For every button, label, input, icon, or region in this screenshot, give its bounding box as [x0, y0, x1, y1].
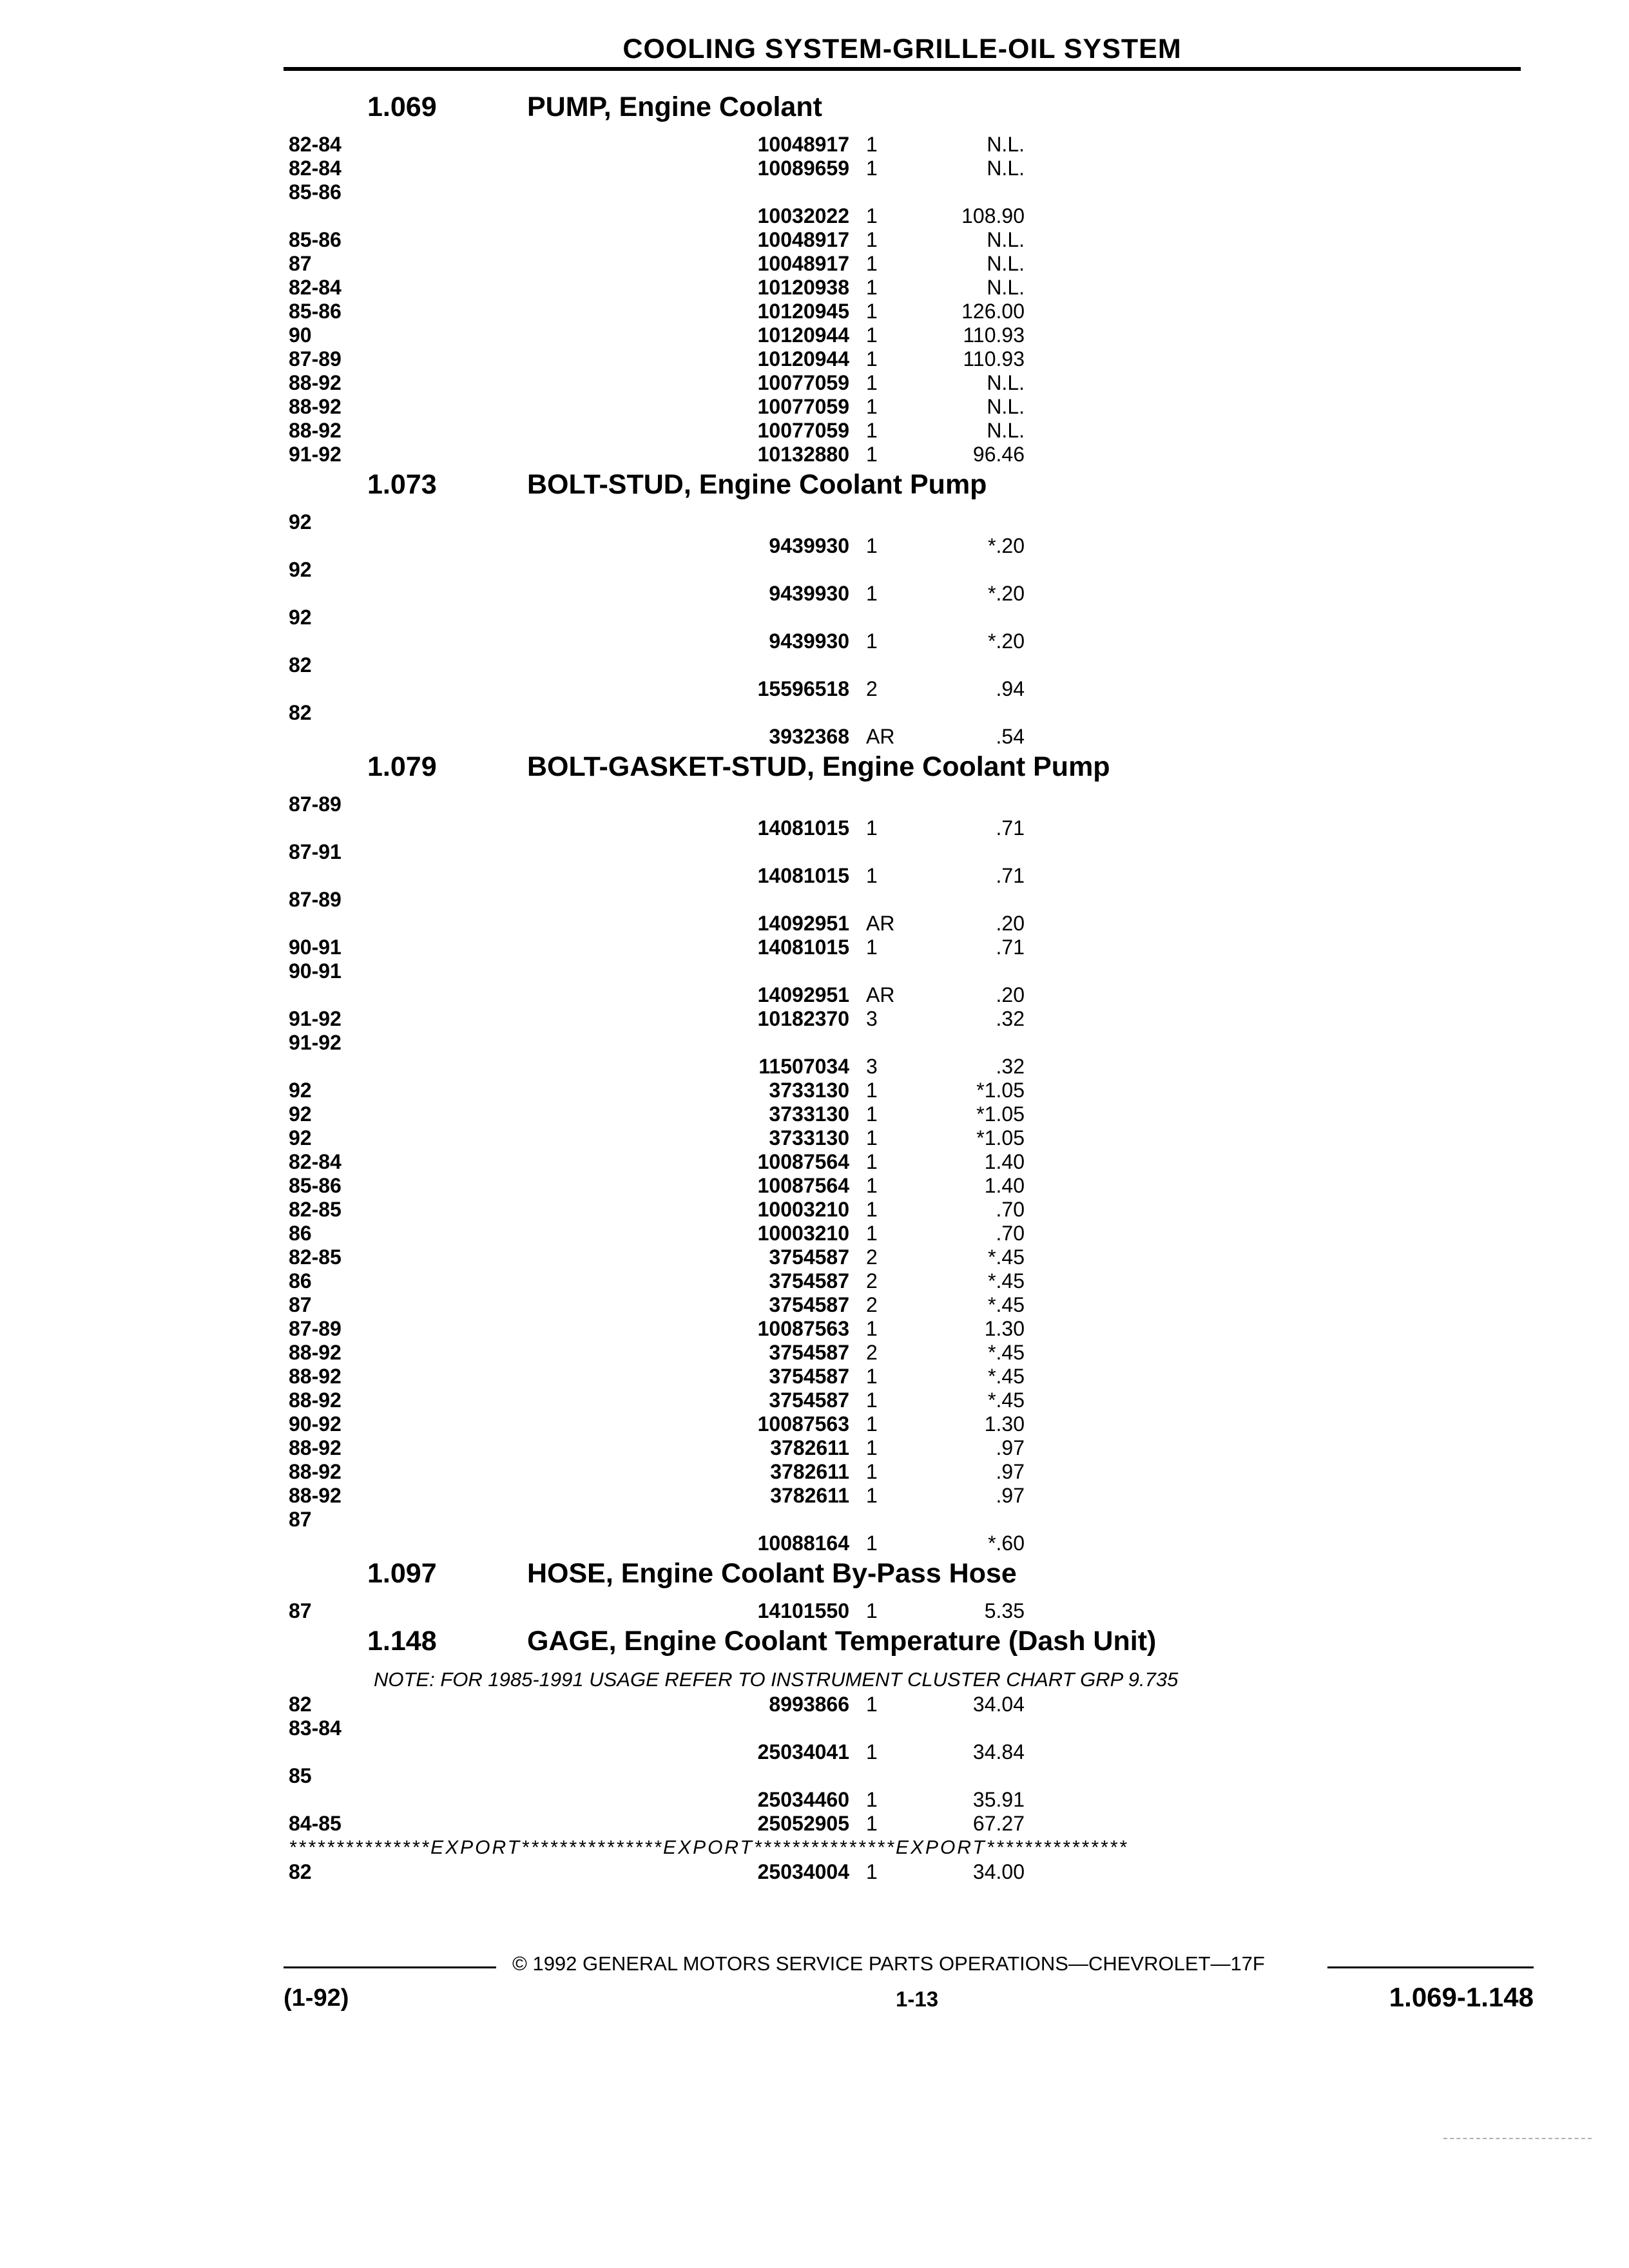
- price: .54: [996, 725, 1025, 748]
- price: 126.00: [961, 300, 1025, 323]
- part-number: 10182370: [757, 1007, 849, 1030]
- price: 110.93: [963, 323, 1025, 347]
- table-row: [0, 1269, 1629, 1293]
- part-number: 10048917: [757, 133, 849, 156]
- price: *1.05: [976, 1102, 1025, 1126]
- section-heading: [0, 89, 1629, 133]
- table-row: [0, 1389, 1629, 1412]
- quantity: 1: [866, 1740, 878, 1763]
- model-year: 85-86: [289, 228, 342, 251]
- price: .71: [996, 864, 1025, 887]
- page-footer: [284, 1952, 1534, 2030]
- model-year: 87-91: [289, 840, 342, 863]
- price: N.L.: [987, 157, 1025, 180]
- price: .32: [996, 1007, 1025, 1030]
- price: *.20: [988, 629, 1025, 653]
- part-number: 25034460: [757, 1788, 849, 1811]
- table-row: [0, 1174, 1629, 1198]
- part-number: 14101550: [757, 1599, 849, 1622]
- model-year: 83-84: [289, 1716, 342, 1740]
- model-year: 87-89: [289, 888, 342, 911]
- quantity: 1: [866, 1788, 878, 1811]
- part-number: 10120944: [757, 347, 849, 370]
- quantity: 1: [866, 204, 878, 227]
- quantity: 3: [866, 1055, 878, 1078]
- part-number: 3782611: [770, 1460, 849, 1483]
- quantity: 3: [866, 1007, 878, 1030]
- part-number: 3733130: [769, 1079, 849, 1102]
- price: 1.30: [984, 1317, 1025, 1340]
- table-row: [0, 1198, 1629, 1222]
- part-number: 14092951: [757, 983, 849, 1006]
- page-title: COOLING SYSTEM-GRILLE-OIL SYSTEM: [622, 34, 1182, 64]
- table-row: [0, 1460, 1629, 1484]
- table-row: [0, 1484, 1629, 1508]
- footer-rule-right: [1327, 1966, 1534, 1968]
- model-year: 82-84: [289, 157, 342, 180]
- model-year: 82-84: [289, 276, 342, 299]
- price: 1.30: [984, 1412, 1025, 1436]
- table-row: [0, 1341, 1629, 1365]
- price: .71: [996, 936, 1025, 959]
- price: N.L.: [987, 133, 1025, 156]
- model-year: 88-92: [289, 371, 342, 394]
- price: .32: [996, 1055, 1025, 1078]
- section-heading: [0, 1623, 1629, 1667]
- quantity: 1: [866, 1317, 878, 1340]
- part-number: 25034041: [757, 1740, 849, 1763]
- quantity: 2: [866, 1293, 878, 1316]
- quantity: 1: [866, 1860, 878, 1883]
- model-year: 88-92: [289, 1341, 342, 1364]
- part-number: 3754587: [769, 1365, 849, 1388]
- table-row: [0, 701, 1629, 749]
- scan-mark: [1443, 2138, 1592, 2140]
- quantity: 1: [866, 1079, 878, 1102]
- price: *.45: [988, 1269, 1025, 1293]
- model-year: 92: [289, 558, 312, 581]
- price: *.45: [988, 1245, 1025, 1269]
- part-number: 3782611: [770, 1484, 849, 1507]
- part-number: 10087564: [757, 1174, 849, 1197]
- model-year: 82-84: [289, 1150, 342, 1173]
- part-number: 10132880: [757, 443, 849, 466]
- quantity: 1: [866, 419, 878, 442]
- model-year: 82-85: [289, 1198, 342, 1221]
- part-number: 3782611: [770, 1436, 849, 1459]
- part-number: 10003210: [757, 1222, 849, 1245]
- quantity: 1: [866, 323, 878, 347]
- table-row: [0, 1599, 1629, 1623]
- table-row: [0, 510, 1629, 558]
- quantity: 1: [866, 1389, 878, 1412]
- price: 67.27: [972, 1812, 1025, 1835]
- quantity: 1: [866, 1484, 878, 1507]
- table-row: [0, 1293, 1629, 1317]
- quantity: 1: [866, 1412, 878, 1436]
- model-year: 82: [289, 1693, 312, 1716]
- model-year: 82: [289, 1860, 312, 1883]
- price: 96.46: [972, 443, 1025, 466]
- quantity: 1: [866, 816, 878, 840]
- quantity: 1: [866, 1436, 878, 1459]
- price: .97: [996, 1436, 1025, 1459]
- quantity: 1: [866, 864, 878, 887]
- table-row: [0, 1126, 1629, 1150]
- part-number: 11507034: [758, 1055, 849, 1078]
- footer-copyright: © 1992 GENERAL MOTORS SERVICE PARTS OPERATIONS—CHEVROLET—17F: [512, 1952, 1265, 1975]
- part-number: 10087563: [757, 1317, 849, 1340]
- part-number: 14081015: [757, 936, 849, 959]
- table-row: [0, 323, 1629, 347]
- part-number: 3754587: [769, 1293, 849, 1316]
- page-header: [284, 5, 1521, 70]
- model-year: 88-92: [289, 395, 342, 418]
- model-year: 86: [289, 1269, 312, 1293]
- price: N.L.: [987, 276, 1025, 299]
- table-row: [0, 1716, 1629, 1764]
- table-row: [0, 1860, 1629, 1884]
- table-row: [0, 1436, 1629, 1460]
- footer-revision: (1-92): [284, 1984, 349, 2012]
- price: 110.93: [963, 347, 1025, 370]
- part-number: 10048917: [757, 252, 849, 275]
- quantity: 1: [866, 1693, 878, 1716]
- part-number: 3733130: [769, 1102, 849, 1126]
- quantity: 1: [866, 629, 878, 653]
- group-number: 1.079: [367, 751, 437, 782]
- export-divider-text: ***************EXPORT***************EXPORT***************EXPORT***************: [289, 1837, 1128, 1858]
- quantity: 1: [866, 252, 878, 275]
- price: *.60: [988, 1532, 1025, 1555]
- price: .97: [996, 1484, 1025, 1507]
- model-year: 87: [289, 1508, 312, 1531]
- quantity: 1: [866, 534, 878, 557]
- quantity: 1: [866, 133, 878, 156]
- model-year: 92: [289, 510, 312, 533]
- model-year: 92: [289, 606, 312, 629]
- price: N.L.: [987, 252, 1025, 275]
- part-number: 3754587: [769, 1269, 849, 1293]
- table-row: [0, 1102, 1629, 1126]
- table-row: [0, 252, 1629, 276]
- model-year: 85-86: [289, 300, 342, 323]
- quantity: 2: [866, 1269, 878, 1293]
- model-year: 87-89: [289, 347, 342, 370]
- price: *.45: [988, 1365, 1025, 1388]
- table-row: [0, 443, 1629, 466]
- part-number: 25052905: [757, 1812, 849, 1835]
- table-row: [0, 1222, 1629, 1245]
- usage-note-text: NOTE: FOR 1985-1991 USAGE REFER TO INSTRUMENT CLUSTER CHART GRP 9.735: [374, 1668, 1179, 1691]
- table-row: [0, 133, 1629, 157]
- group-name: BOLT-GASKET-STUD, Engine Coolant Pump: [527, 751, 1110, 782]
- table-row: [0, 1031, 1629, 1079]
- model-year: 87: [289, 1293, 312, 1316]
- model-year: 85-86: [289, 1174, 342, 1197]
- table-row: [0, 606, 1629, 653]
- table-row: [0, 840, 1629, 888]
- part-number: 10087564: [757, 1150, 849, 1173]
- price: 1.40: [984, 1174, 1025, 1197]
- table-row: [0, 180, 1629, 228]
- quantity: 1: [866, 371, 878, 394]
- model-year: 88-92: [289, 419, 342, 442]
- section-heading: [0, 1555, 1629, 1599]
- header-rule: [284, 67, 1521, 71]
- part-number: 10032022: [757, 204, 849, 227]
- parts-listing: [0, 89, 1629, 1884]
- group-name: HOSE, Engine Coolant By-Pass Hose: [527, 1558, 1017, 1589]
- section-heading: [0, 466, 1629, 510]
- quantity: 1: [866, 395, 878, 418]
- part-number: 3932368: [769, 725, 849, 748]
- part-number: 10077059: [757, 419, 849, 442]
- part-number: 10003210: [757, 1198, 849, 1221]
- part-number: 10087563: [757, 1412, 849, 1436]
- quantity: 1: [866, 582, 878, 605]
- part-number: 3733130: [769, 1126, 849, 1149]
- quantity: 1: [866, 1150, 878, 1173]
- footer-rule-left: [284, 1966, 496, 1968]
- price: *.45: [988, 1293, 1025, 1316]
- quantity: 1: [866, 276, 878, 299]
- part-number: 14081015: [757, 816, 849, 840]
- model-year: 87-89: [289, 793, 342, 816]
- part-number: 10120945: [757, 300, 849, 323]
- price: *1.05: [976, 1079, 1025, 1102]
- part-number: 3754587: [769, 1341, 849, 1364]
- group-number: 1.097: [367, 1558, 437, 1589]
- model-year: 87: [289, 252, 312, 275]
- part-number: 14081015: [757, 864, 849, 887]
- model-year: 91-92: [289, 1007, 342, 1030]
- table-row: [0, 1812, 1629, 1836]
- model-year: 88-92: [289, 1484, 342, 1507]
- price: .70: [996, 1198, 1025, 1221]
- part-number: 10077059: [757, 395, 849, 418]
- model-year: 90-92: [289, 1412, 342, 1436]
- model-year: 85: [289, 1764, 312, 1787]
- price: *.45: [988, 1341, 1025, 1364]
- model-year: 86: [289, 1222, 312, 1245]
- export-divider: [0, 1836, 1629, 1860]
- model-year: 88-92: [289, 1436, 342, 1459]
- table-row: [0, 371, 1629, 395]
- price: .71: [996, 816, 1025, 840]
- footer-group-range: 1.069-1.148: [1389, 1982, 1534, 2012]
- part-number: 10048917: [757, 228, 849, 251]
- model-year: 90: [289, 323, 312, 347]
- table-row: [0, 888, 1629, 936]
- table-row: [0, 959, 1629, 1007]
- quantity: 2: [866, 1341, 878, 1364]
- price: 34.04: [972, 1693, 1025, 1716]
- model-year: 85-86: [289, 180, 342, 204]
- quantity: 1: [866, 157, 878, 180]
- model-year: 92: [289, 1079, 312, 1102]
- quantity: 1: [866, 1365, 878, 1388]
- table-row: [0, 276, 1629, 300]
- part-number: 9439930: [769, 582, 849, 605]
- group-number: 1.069: [367, 91, 437, 122]
- price: 34.00: [972, 1860, 1025, 1883]
- part-number: 10120938: [757, 276, 849, 299]
- part-number: 10089659: [757, 157, 849, 180]
- table-row: [0, 347, 1629, 371]
- price: *1.05: [976, 1126, 1025, 1149]
- part-number: 9439930: [769, 534, 849, 557]
- quantity: 2: [866, 677, 878, 700]
- group-name: GAGE, Engine Coolant Temperature (Dash Unit): [527, 1626, 1157, 1657]
- table-row: [0, 1365, 1629, 1389]
- table-row: [0, 936, 1629, 959]
- price: 5.35: [984, 1599, 1025, 1622]
- quantity: AR: [866, 725, 895, 748]
- model-year: 88-92: [289, 1460, 342, 1483]
- footer-page-number: 1-13: [896, 1987, 939, 2011]
- section-heading: [0, 749, 1629, 793]
- table-row: [0, 1317, 1629, 1341]
- quantity: AR: [866, 983, 895, 1006]
- price: *.20: [988, 534, 1025, 557]
- price: .20: [996, 912, 1025, 935]
- model-year: 84-85: [289, 1812, 342, 1835]
- table-row: [0, 1693, 1629, 1716]
- group-name: PUMP, Engine Coolant: [527, 91, 822, 122]
- quantity: AR: [866, 912, 895, 935]
- price: N.L.: [987, 371, 1025, 394]
- quantity: 1: [866, 1460, 878, 1483]
- quantity: 1: [866, 300, 878, 323]
- model-year: 82: [289, 701, 312, 724]
- price: N.L.: [987, 419, 1025, 442]
- part-number: 10088164: [757, 1532, 849, 1555]
- model-year: 90-91: [289, 936, 342, 959]
- price: 34.84: [972, 1740, 1025, 1763]
- model-year: 87: [289, 1599, 312, 1622]
- usage-note: [0, 1667, 1629, 1693]
- price: 1.40: [984, 1150, 1025, 1173]
- price: N.L.: [987, 395, 1025, 418]
- part-number: 15596518: [757, 677, 849, 700]
- table-row: [0, 1150, 1629, 1174]
- table-row: [0, 157, 1629, 180]
- table-row: [0, 1508, 1629, 1555]
- price: *.45: [988, 1389, 1025, 1412]
- quantity: 1: [866, 347, 878, 370]
- part-number: 14092951: [757, 912, 849, 935]
- quantity: 1: [866, 1102, 878, 1126]
- quantity: 1: [866, 1532, 878, 1555]
- table-row: [0, 653, 1629, 701]
- model-year: 88-92: [289, 1389, 342, 1412]
- group-name: BOLT-STUD, Engine Coolant Pump: [527, 469, 987, 500]
- group-number: 1.073: [367, 469, 437, 500]
- model-year: 88-92: [289, 1365, 342, 1388]
- part-number: 10120944: [757, 323, 849, 347]
- part-number: 9439930: [769, 629, 849, 653]
- part-number: 8993866: [769, 1693, 849, 1716]
- quantity: 1: [866, 443, 878, 466]
- table-row: [0, 1007, 1629, 1031]
- quantity: 1: [866, 1599, 878, 1622]
- price: .70: [996, 1222, 1025, 1245]
- price: *.20: [988, 582, 1025, 605]
- table-row: [0, 419, 1629, 443]
- table-row: [0, 1079, 1629, 1102]
- table-row: [0, 395, 1629, 419]
- table-row: [0, 1764, 1629, 1812]
- quantity: 1: [866, 228, 878, 251]
- part-number: 3754587: [769, 1245, 849, 1269]
- model-year: 82-84: [289, 133, 342, 156]
- part-number: 10077059: [757, 371, 849, 394]
- model-year: 92: [289, 1126, 312, 1149]
- model-year: 82: [289, 653, 312, 677]
- price: 35.91: [972, 1788, 1025, 1811]
- quantity: 1: [866, 1198, 878, 1221]
- table-row: [0, 228, 1629, 252]
- price: N.L.: [987, 228, 1025, 251]
- table-row: [0, 1245, 1629, 1269]
- table-row: [0, 1412, 1629, 1436]
- model-year: 87-89: [289, 1317, 342, 1340]
- price: .94: [996, 677, 1025, 700]
- quantity: 2: [866, 1245, 878, 1269]
- model-year: 91-92: [289, 1031, 342, 1054]
- price: .97: [996, 1460, 1025, 1483]
- price: .20: [996, 983, 1025, 1006]
- quantity: 1: [866, 1222, 878, 1245]
- quantity: 1: [866, 1812, 878, 1835]
- table-row: [0, 558, 1629, 606]
- part-number: 25034004: [757, 1860, 849, 1883]
- table-row: [0, 300, 1629, 323]
- model-year: 90-91: [289, 959, 342, 983]
- model-year: 91-92: [289, 443, 342, 466]
- quantity: 1: [866, 1174, 878, 1197]
- quantity: 1: [866, 936, 878, 959]
- table-row: [0, 793, 1629, 840]
- group-number: 1.148: [367, 1626, 437, 1657]
- price: 108.90: [961, 204, 1025, 227]
- model-year: 82-85: [289, 1245, 342, 1269]
- quantity: 1: [866, 1126, 878, 1149]
- part-number: 3754587: [769, 1389, 849, 1412]
- model-year: 92: [289, 1102, 312, 1126]
